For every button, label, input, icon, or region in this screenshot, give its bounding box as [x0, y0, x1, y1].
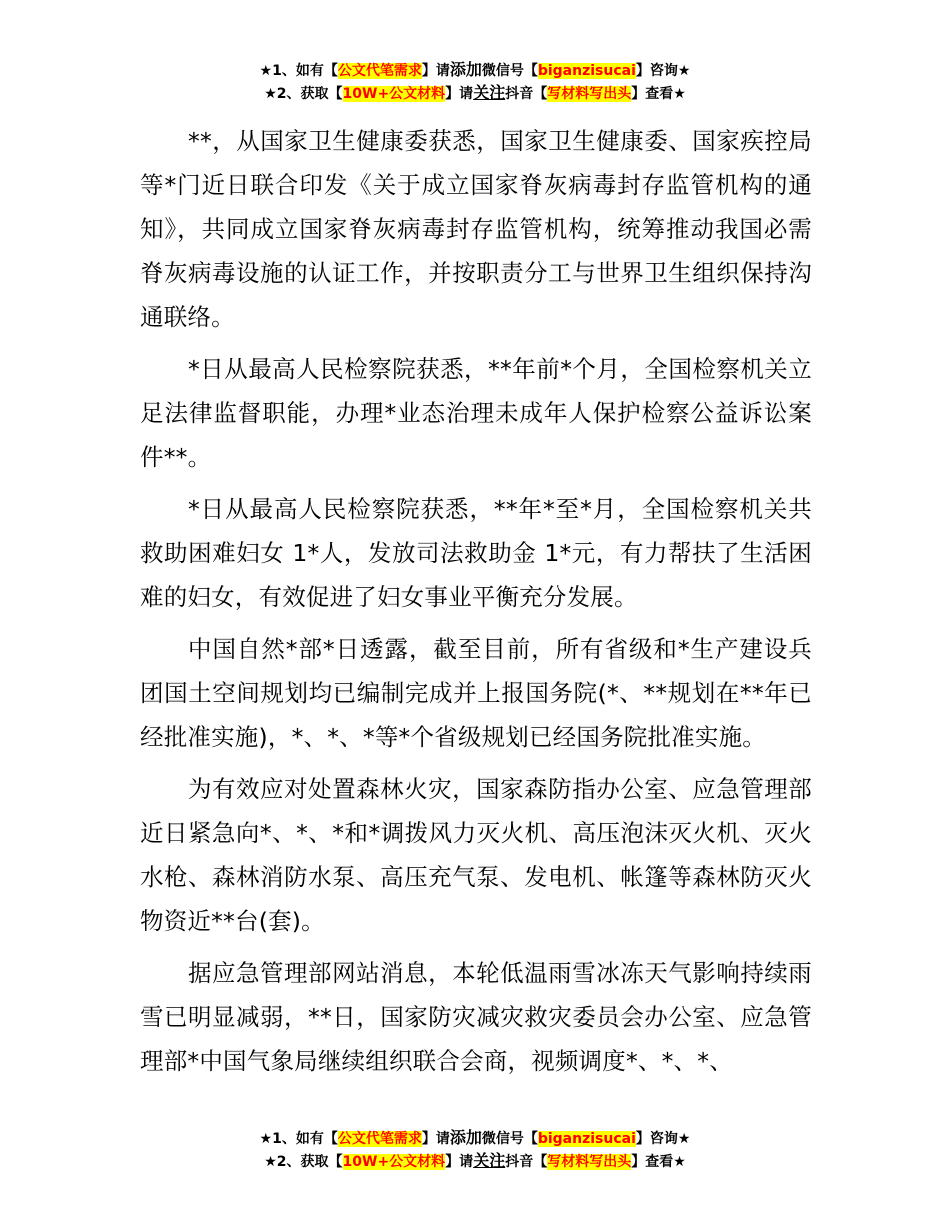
banner-emphasis: 关注 [473, 1151, 506, 1170]
banner-text: 】请 [445, 1154, 474, 1170]
highlight-materials: 10W+公文材料 [342, 86, 446, 102]
banner-text: 微信号【 [481, 63, 538, 79]
banner-line-2 [0, 1150, 950, 1173]
banner-text: 微信号【 [481, 1131, 538, 1147]
banner-text: ★1、如有【 [259, 63, 338, 79]
highlight-douyin-id: 写材料写出头 [547, 1154, 632, 1170]
banner-text: 】查看★ [631, 86, 686, 102]
footer-banner [0, 1127, 950, 1173]
banner-text: ★2、获取【 [264, 86, 343, 102]
banner-text: 抖音【 [505, 1154, 548, 1170]
header-banner [0, 59, 950, 105]
banner-line-1 [0, 1127, 950, 1150]
banner-text: 】咨询★ [635, 63, 691, 79]
banner-text: 】查看★ [631, 1154, 686, 1170]
highlight-materials: 10W+公文材料 [342, 1154, 446, 1170]
document-body [140, 119, 812, 1091]
highlight-service: 公文代笔需求 [337, 63, 422, 79]
banner-text: ★1、如有【 [259, 1131, 338, 1147]
banner-emphasis: 添加 [449, 60, 482, 79]
paragraph: 中国自然*部*日透露，截至目前，所有省级和*生产建设兵团国土空间规划均已编制完成并上报国务院(*、**规划在**年已经批准实施)，*、*、*等*个省级规划已经国务院批准实施。 [140, 635, 812, 751]
highlight-douyin-id: 写材料写出头 [547, 86, 632, 102]
highlight-service: 公文代笔需求 [337, 1131, 422, 1147]
banner-text: 】请 [421, 63, 450, 79]
banner-line-2 [0, 82, 950, 105]
banner-line-1 [0, 59, 950, 82]
banner-text: 】请 [421, 1131, 450, 1147]
paragraph: *日从最高人民检察院获悉，**年前*个月，全国检察机关立足法律监督职能，办理*业态治理未成年人保护检察公益诉讼案件**。 [140, 355, 812, 471]
paragraph: 为有效应对处置森林火灾，国家森防指办公室、应急管理部近日紧急向*、*、*和*调拨风力灭火机、高压泡沫灭火机、灭火水枪、森林消防水泵、高压充气泵、发电机、帐篷等森林防灭火物资近**台(套)。 [140, 775, 812, 935]
paragraph: **，从国家卫生健康委获悉，国家卫生健康委、国家疾控局等*门近日联合印发《关于成立国家脊灰病毒封存监管机构的通知》，共同成立国家脊灰病毒封存监管机构，统筹推动我国必需脊灰病毒设施的认证工作，并按职责分工与世界卫生组织保持沟通联络。 [140, 127, 812, 331]
paragraph: 据应急管理部网站消息，本轮低温雨雪冰冻天气影响持续雨雪已明显减弱，**日，国家防灾减灾救灾委员会办公室、应急管理部*中国气象局继续组织联合会商，视频调度*、*、*、 [140, 959, 812, 1075]
banner-emphasis: 关注 [473, 83, 506, 102]
banner-emphasis: 添加 [449, 1128, 482, 1147]
banner-text: 】请 [445, 86, 474, 102]
paragraph: *日从最高人民检察院获悉，**年*至*月，全国检察机关共救助困难妇女 1*人，发放司法救助金 1*元，有力帮扶了生活困难的妇女，有效促进了妇女事业平衡充分发展。 [140, 495, 812, 611]
banner-text: 抖音【 [505, 86, 548, 102]
banner-text: ★2、获取【 [264, 1154, 343, 1170]
banner-text: 】咨询★ [635, 1131, 691, 1147]
highlight-wechat-id: biganzisucai [537, 1131, 636, 1147]
highlight-wechat-id: biganzisucai [537, 63, 636, 79]
